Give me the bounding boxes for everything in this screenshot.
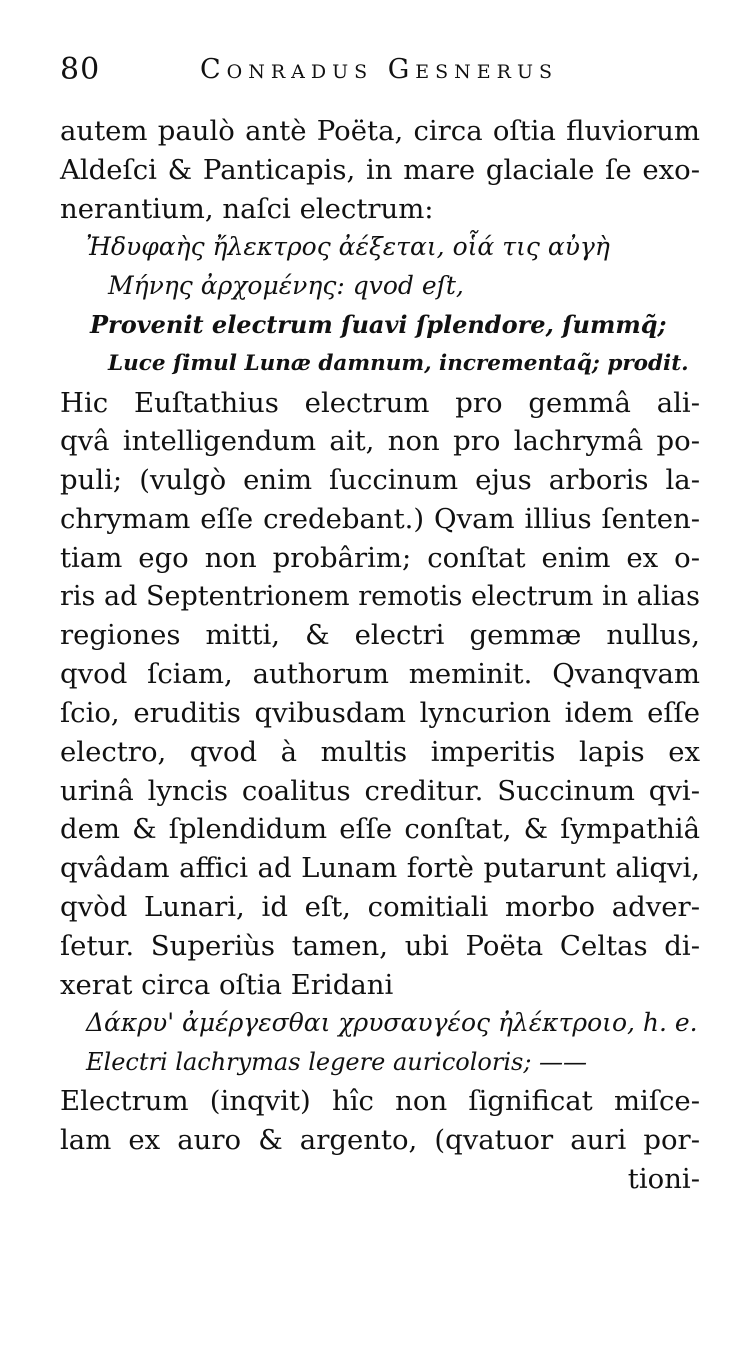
body-text: [60, 112, 700, 1198]
text-line: puli; (vulgò enim ſuccinum ejus arboris la-: [60, 464, 700, 497]
greek-verse-line: Ἠδυφαὴς ἤλεκτρος ἀέξεται, οἷά τις αὐγὴ: [86, 232, 610, 262]
text-line: qvâdam affici ad Lunam fortè putarunt aliqvi,: [60, 852, 700, 885]
text-line: ſetur. Superiùs tamen, ubi Poëta Celtas di-: [60, 929, 700, 962]
text-line: regiones mitti, & electri gemmæ nullus,: [60, 619, 700, 652]
text-line: Electrum (inqvit) hîc non ſignificat miſce-: [60, 1084, 700, 1117]
text-line: electro, qvod à multis imperitis lapis ex: [60, 735, 700, 768]
running-head: Conradus Gesnerus: [200, 54, 559, 85]
text-line: tiam ego non probârim; conſtat enim ex o-: [60, 541, 700, 574]
latin-verse-line: Luce ſimul Lunæ damnum, incrementaq̃; prodit.: [108, 350, 689, 376]
greek-verse-line: Δάκρυ' ἀμέργεσθαι χρυσαυγέος ἠλέκτροιο, h. e.: [86, 1008, 698, 1038]
text-line: qvâ intelligendum ait, non pro lachrymâ po-: [60, 425, 700, 458]
text-line: ſcio, eruditis qvibusdam lyncurion idem eſſe: [60, 696, 700, 729]
text-line: urinâ lyncis coalitus creditur. Succinum qvi-: [60, 774, 700, 807]
catchword: tioni-: [627, 1162, 700, 1195]
latin-verse-line: Electri lachrymas legere auricoloris; ——: [86, 1048, 588, 1077]
greek-verse-line: Μήνης ἀρχομένης: qvod eſt,: [108, 271, 464, 301]
text-line: qvod ſciam, authorum meminit. Qvanqvam: [60, 658, 700, 691]
text-line: Aldeſci & Panticapis, in mare glaciale ſe exo-: [60, 153, 700, 186]
page-number: 80: [60, 52, 101, 87]
text-line: nerantium, naſci electrum:: [60, 192, 434, 225]
text-line: chrymam eſſe credebant.) Qvam illius ſenten-: [60, 502, 700, 535]
text-line: Hic Euſtathius electrum pro gemmâ ali-: [60, 386, 700, 419]
page-header: [60, 52, 700, 92]
text-line: xerat circa oſtia Eridani: [60, 968, 394, 1001]
text-line: lam ex auro & argento, (qvatuor auri por-: [60, 1123, 700, 1156]
latin-verse-line: Provenit electrum ſuavi ſplendore, ſummq̃;: [90, 309, 667, 339]
text-line: ris ad Septentrionem remotis electrum in alias: [60, 580, 700, 612]
text-line: qvòd Lunari, id eſt, comitiali morbo adver-: [60, 890, 700, 923]
text-line: autem paulò antè Poëta, circa oſtia fluviorum: [60, 115, 700, 147]
text-line: dem & ſplendidum eſſe conſtat, & ſympathiâ: [60, 813, 700, 846]
